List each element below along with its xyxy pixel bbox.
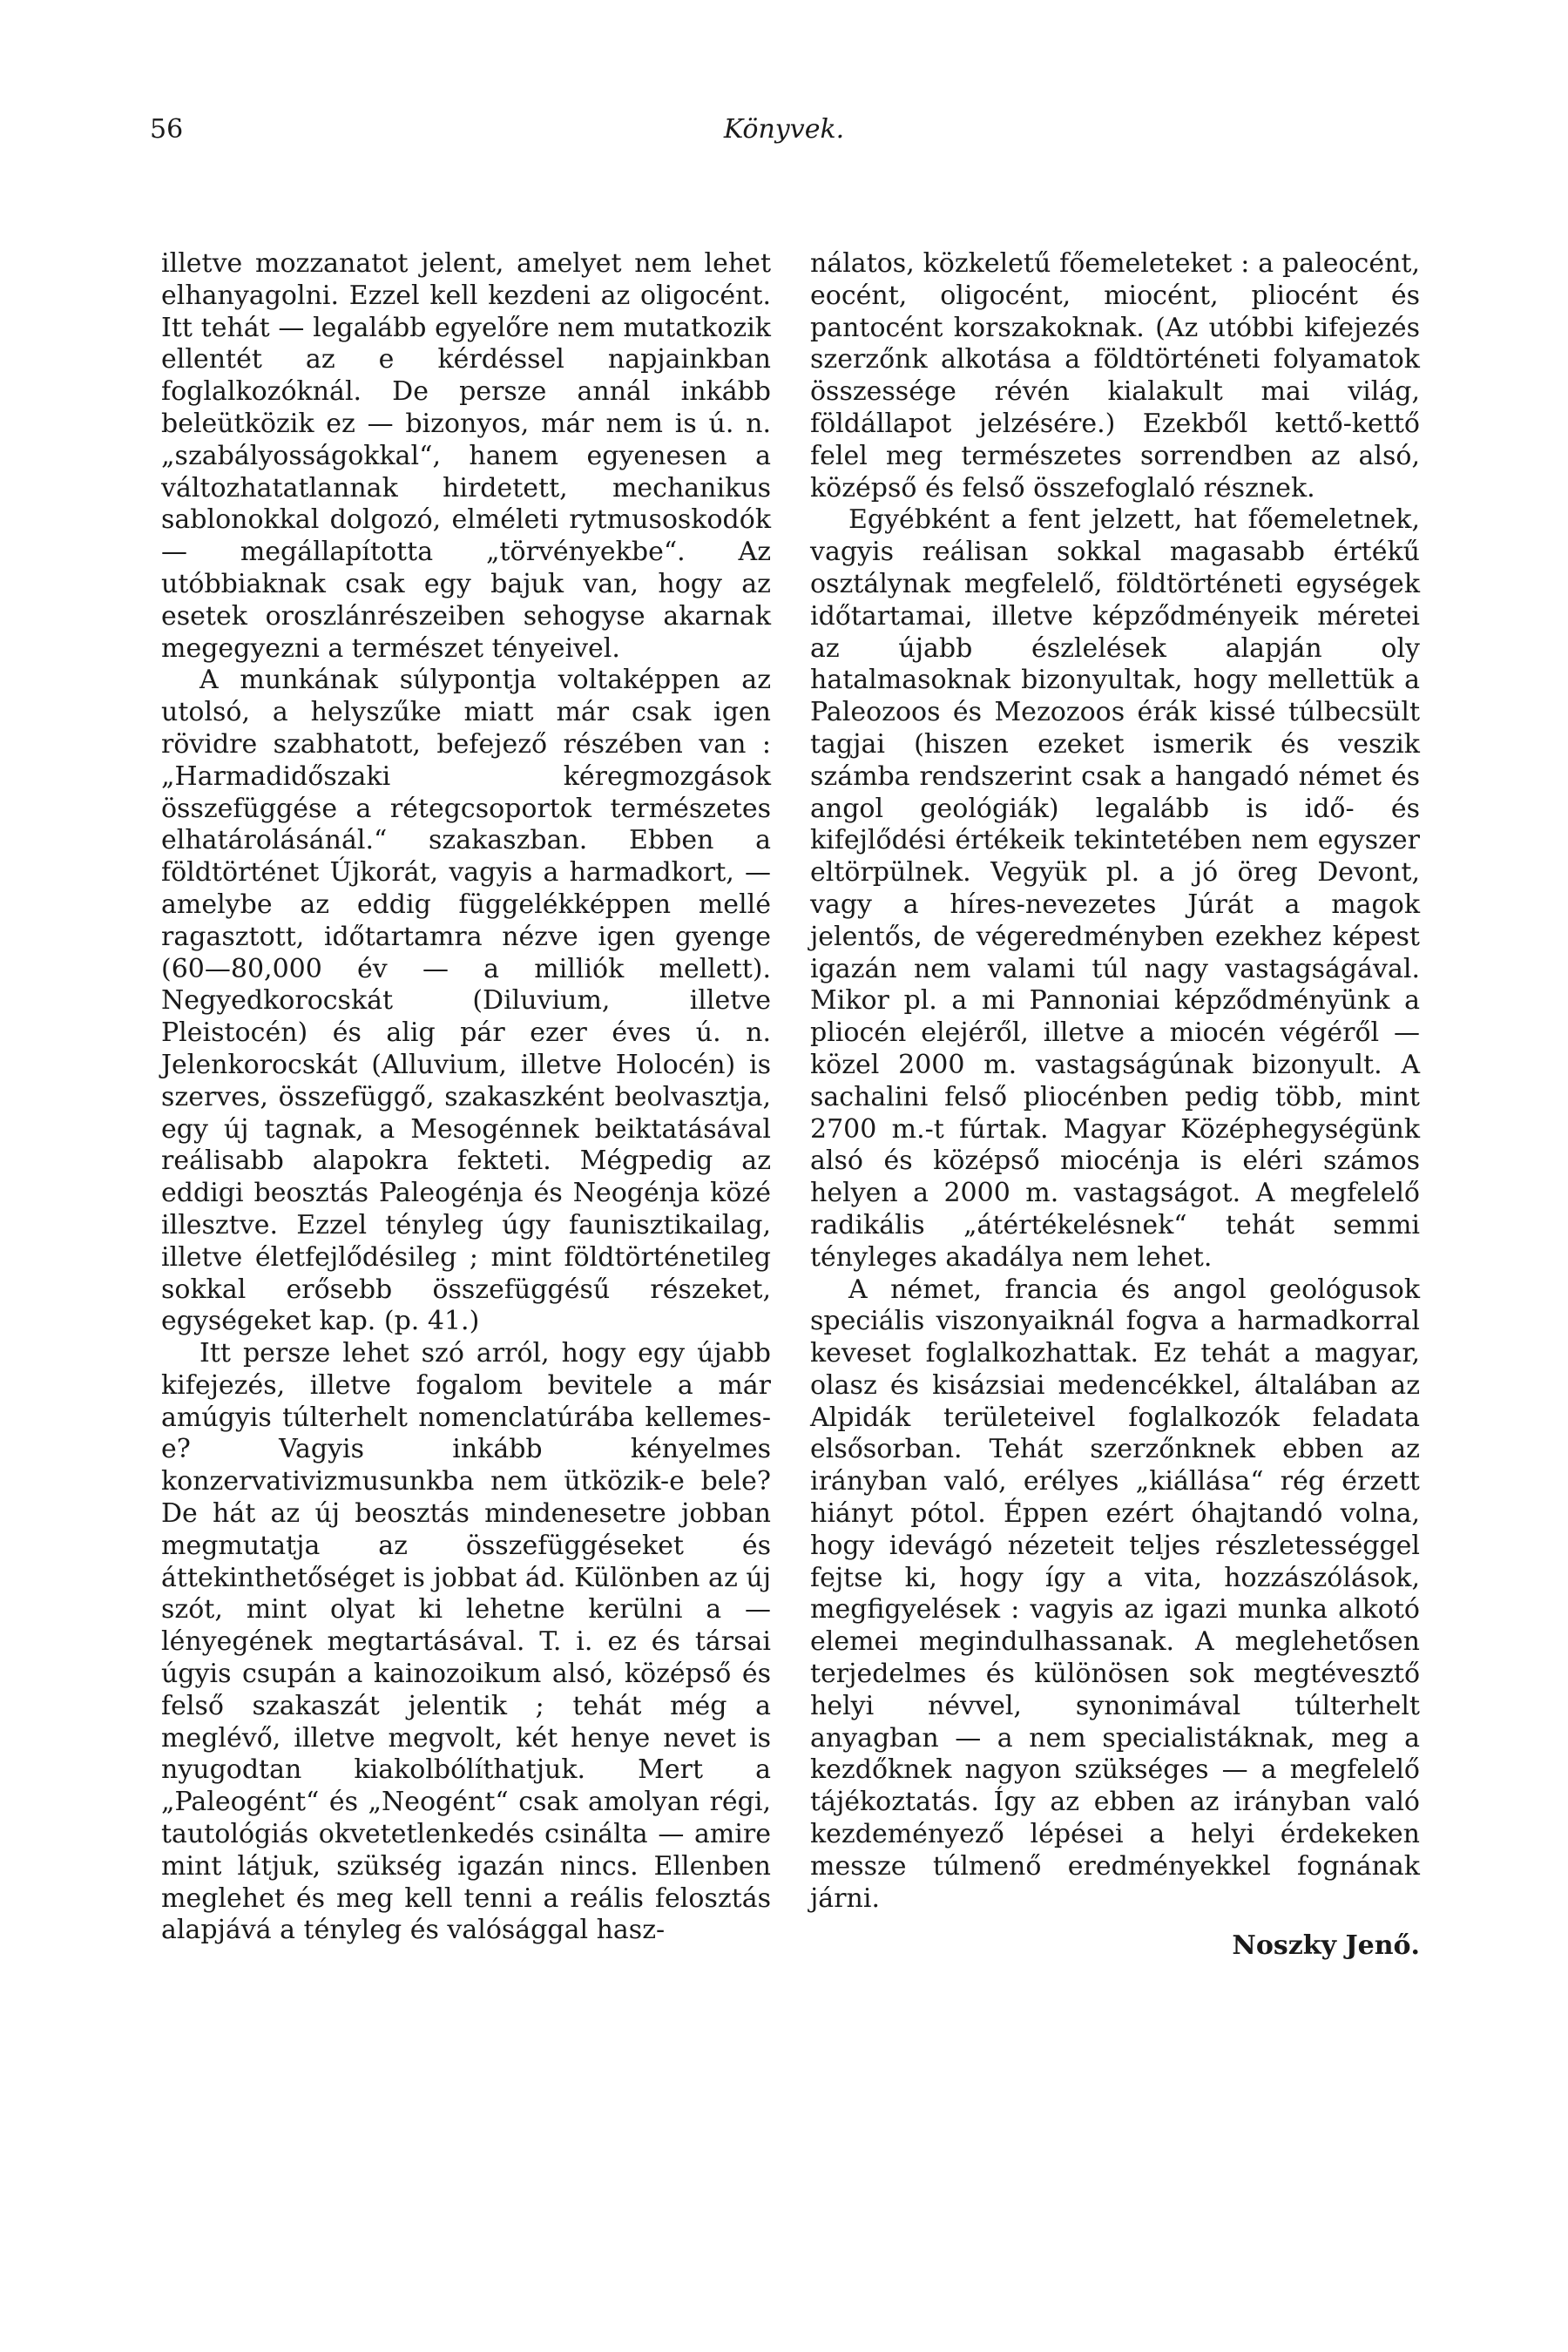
running-title: Könyvek. bbox=[723, 114, 845, 145]
paragraph: A német, francia és angol geológusok speciális viszonyaiknál fogva a harmadkorral keveset foglalkozhattak. Ez tehát a magyar, olasz és kisázsiai medencékkel, általában az Alpidák területeivel foglalkozók feladata elsősorban. Tehát szerzőnknek ebben az irányban való, erélyes „kiállása“ rég érzett hiányt pótol. Éppen ezért óhajtandó volna, hogy idevágó nézeteit teljes részletességgel fejtse ki, hogy így a vita, hozzászólások, megfigyelések : vagyis az igazi munka alkotó elemei megindulhassanak. A meglehetősen terjedelmes és különösen sok megtévesztő helyi névvel, synonimával túlterhelt anyagban — a nem specialistáknak, meg a kezdőknek nagyon szükséges — a megfelelő tájékoztatás. Így az ebben az irányban való kezdeményező lépései a helyi érdekeken messze túlmenő eredményekkel fognának járni. bbox=[810, 1274, 1420, 1914]
right-column bbox=[810, 248, 1420, 1963]
paragraph-continuation: illetve mozzanatot jelent, amelyet nem lehet elhanyagolni. Ezzel kell kezdeni az oligocént. Itt tehát — legalább egyelőre nem mutatkozik ellentét az e kérdéssel napjainkban foglalkozóknál. De persze annál inkább beleütközik ez — bizonyos, már nem is ú. n. „szabályosságokkal“, hanem egyenesen a változhatatlannak hirdetett, mechanikus sablonokkal dolgozó, elméleti rytmusoskodók — megállapította „törvényekbe“. Az utóbbiaknak csak egy bajuk van, hogy az esetek oroszlánrészeiben sehogyse akarnak megegyezni a természet tényeivel. bbox=[161, 248, 771, 664]
page-number: 56 bbox=[150, 114, 184, 145]
paragraph: Itt persze lehet szó arról, hogy egy újabb kifejezés, illetve fogalom bevitele a már amúgyis túlterhelt nomenclatúrába kellemes-e? Vagyis inkább kényelmes konzervativizmusunkba nem ütközik-e bele? De hát az új beosztás mindenesetre jobban megmutatja az összefüggéseket és áttekinthetőséget is jobbat ád. Különben az új szót, mint olyat ki lehetne kerülni a — lényegének megtartásával. T. i. ez és társai úgyis csupán a kainozoikum alsó, középső és felső szakaszát jelentik ; tehát még a meglévő, illetve megvolt, két henye nevet is nyugodtan kiakolbólíthatjuk. Mert a „Paleogént“ és „Neogént“ csak amolyan régi, tautológiás okvetetlenkedés csinálta — amire mint látjuk, szükség igazán nincs. Ellenben meglehet és meg kell tenni a reális felosztás alapjává a tényleg és valósággal hasz- bbox=[161, 1338, 771, 1946]
paragraph-continuation: nálatos, közkeletű főemeleteket : a paleocént, eocént, oligocént, miocént, pliocént és pantocént korszakoknak. (Az utóbbi kifejezés szerzőnk alkotása a földtörténeti folyamatok összessége révén kialakult mai világ, földállapot jelzésére.) Ezekből kettő-kettő felel meg természetes sorrendben az alsó, középső és felső összefoglaló résznek. bbox=[810, 248, 1420, 504]
page-header bbox=[150, 114, 1418, 158]
author-signature: Noszky Jenő. bbox=[1232, 1930, 1420, 1962]
paragraph: A munkának súlypontja voltaképpen az utolsó, a helyszűke miatt már csak igen rövidre szabhatott, befejező részében van : „Harmadidőszaki kéregmozgások összefüggése a rétegcsoportok természetes elhatárolásánál.“ szakaszban. Ebben a földtörténet Újkorát, vagyis a harmadkort, — amelybe az eddig függelékképpen mellé ragasztott, időtartamra nézve igen gyenge (60—80,000 év — a milliók mellett). Negyedkorocskát (Diluvium, illetve Pleistocén) és alig pár ezer éves ú. n. Jelenkorocskát (Alluvium, illetve Holocén) is szerves, összefüggő, szakaszként beolvasztja, egy új tagnak, a Mesogénnek beiktatásával reálisabb alapokra fekteti. Mégpedig az eddigi beosztás Paleogénja és Neogénja közé illesztve. Ezzel tényleg úgy faunisztikailag, illetve életfejlődésileg ; mint földtörténetileg sokkal erősebb összefüggésű részeket, egységeket kap. (p. 41.) bbox=[161, 665, 771, 1337]
left-column bbox=[161, 248, 771, 1947]
paragraph: Egyébként a fent jelzett, hat főemeletnek, vagyis reálisan sokkal magasabb értékű osztálynak megfelelő, földtörténeti egységek időtartamai, illetve képződményeik méretei az újabb észlelések alapján oly hatalmasoknak bizonyultak, hogy mellettük a Paleozoos és Mezozoos érák kissé túlbecsült tagjai (hiszen ezeket ismerik és veszik számba rendszerint csak a hangadó német és angol geológiák) legalább is idő- és kifejlődési értékeik tekintetében nem egyszer eltörpülnek. Vegyük pl. a jó öreg Devont, vagy a híres-nevezetes Júrát a magok jelentős, de végeredményben ezekhez képest igazán nem valami túl nagy vastagságával. Mikor pl. a mi Pannoniai képződményünk a pliocén elejéről, illetve a miocén végéről — közel 2000 m. vastagságúnak bizonyult. A sachalini felső pliocénben pedig több, mint 2700 m.-t fúrtak. Magyar Középhegységünk alsó és középső miocénja is eléri számos helyen a 2000 m. vastagságot. A megfelelő radikális „átértékelésnek“ tehát semmi tényleges akadálya nem lehet. bbox=[810, 504, 1420, 1273]
